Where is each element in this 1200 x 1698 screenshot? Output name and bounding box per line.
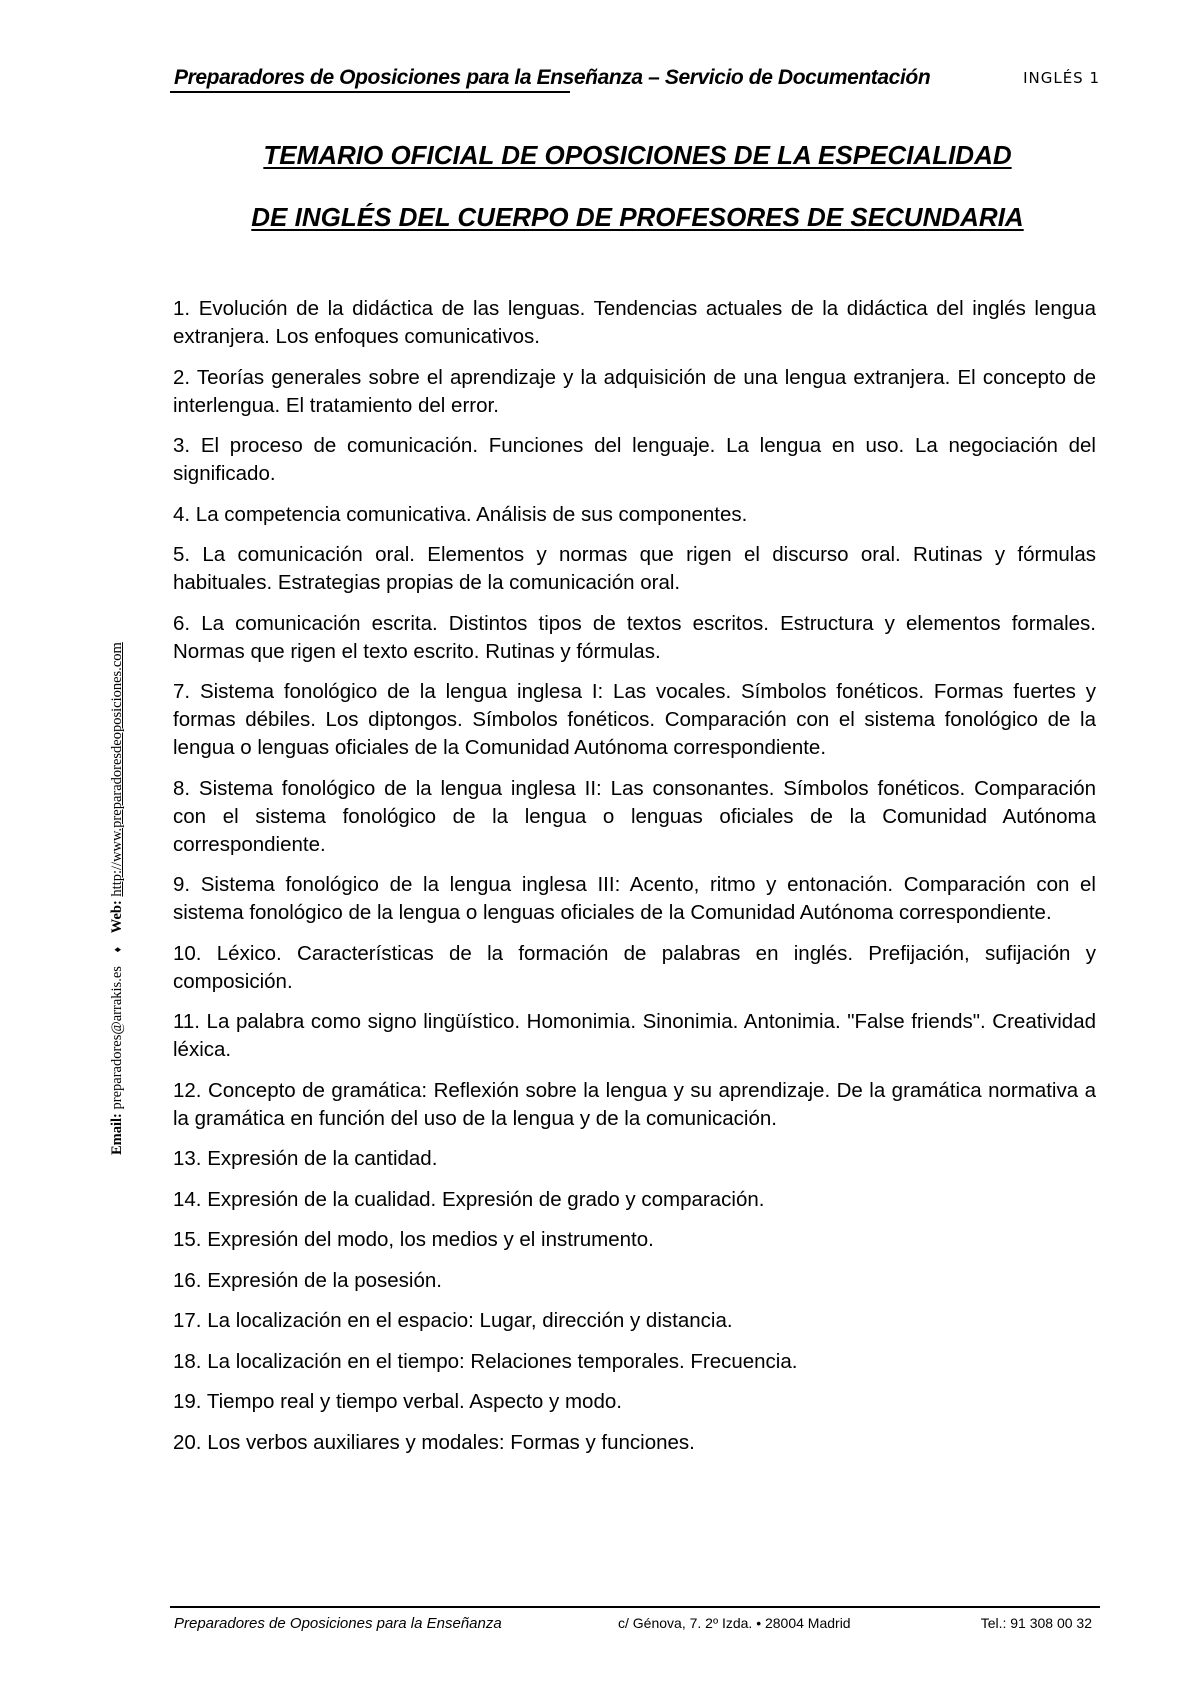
sidebar-contact — [109, 575, 131, 1155]
separator-diamond-icon: ♦ — [112, 946, 124, 953]
footer-rule — [170, 1606, 1100, 1608]
web-label: Web: — [109, 900, 125, 934]
topic-item: 14. Expresión de la cualidad. Expresión de grado y comparación. — [173, 1187, 765, 1211]
topic-item: 16. Expresión de la posesión. — [173, 1268, 442, 1292]
page-header — [170, 66, 1100, 96]
website-link[interactable]: http://www.preparadoresdeoposiciones.com — [109, 642, 125, 897]
title-line-2: DE INGLÉS DEL CUERPO DE PROFESORES DE SECUNDARIA — [251, 202, 1024, 232]
topic-item: 13. Expresión de la cantidad. — [173, 1147, 438, 1170]
topic-item: 12. Concepto de gramática: Reflexión sobre la lengua y su aprendizaje. De la gramática normativa a la gramática en función del uso de la lengua y de la comunicación. — [173, 1078, 1096, 1130]
topic-item: 4. La competencia comunicativa. Análisis de sus componentes. — [173, 502, 748, 526]
topic-item: 5. La comunicación oral. Elementos y normas que rigen el discurso oral. Rutinas y fórmulas habituales. Estrategias propias de la comunicación oral. — [173, 543, 1096, 594]
topic-item: 10. Léxico. Características de la formación de palabras en inglés. Prefijación, sufijación y composición. — [173, 941, 1096, 993]
topic-list — [173, 295, 1096, 1469]
header-underline — [170, 91, 570, 93]
header-section-label: INGLÉS 1 — [1023, 69, 1100, 87]
topic-item: 2. Teorías generales sobre el aprendizaje y la adquisición de una lengua extranjera. El concepto de interlengua. El tratamiento del error. — [173, 365, 1096, 417]
footer-address: c/ Génova, 7. 2º Izda. • 28004 Madrid — [618, 1615, 851, 1631]
email-label: Email: — [109, 1113, 125, 1155]
page-footer — [170, 1606, 1100, 1636]
topic-item: 15. Expresión del modo, los medios y el instrumento. — [173, 1228, 654, 1251]
email-link[interactable]: preparadores@arrakis.es — [109, 966, 125, 1110]
topic-item: 20. Los verbos auxiliares y modales: Formas y funciones. — [173, 1430, 695, 1454]
topic-item: 18. La localización en el tiempo: Relaciones temporales. Frecuencia. — [173, 1349, 798, 1373]
topic-item: 19. Tiempo real y tiempo verbal. Aspecto y modo. — [173, 1390, 622, 1413]
title-line-1: TEMARIO OFICIAL DE OPOSICIONES DE LA ESPECIALIDAD — [263, 140, 1012, 170]
topic-item: 8. Sistema fonológico de la lengua inglesa II: Las consonantes. Símbolos fonéticos. Comparación con el sistema fonológico de la lengua o lenguas oficiales de la Comunidad Autónoma correspondiente. — [173, 776, 1096, 856]
document-title — [170, 140, 1105, 233]
topic-item: 9. Sistema fonológico de la lengua inglesa III: Acento, ritmo y entonación. Comparación con el sistema fonológico de la lengua o lenguas oficiales de la Comunidad Autónoma correspondiente. — [173, 873, 1096, 924]
footer-organization: Preparadores de Oposiciones para la Enseñanza — [174, 1615, 502, 1632]
topic-item: 17. La localización en el espacio: Lugar, dirección y distancia. — [173, 1309, 733, 1332]
topic-item: 6. La comunicación escrita. Distintos tipos de textos escritos. Estructura y elementos formales. Normas que rigen el texto escrito. Rutinas y fórmulas. — [173, 611, 1096, 663]
header-title: Preparadores de Oposiciones para la Enseñanza – Servicio de Documentación — [174, 66, 931, 89]
topic-item: 7. Sistema fonológico de la lengua inglesa I: Las vocales. Símbolos fonéticos. Formas fuertes y formas débiles. Los diptongos. Símbolos fonéticos. Comparación con el sistema fonológico de la lengua o lenguas oficiales de la Comunidad Autónoma correspondiente. — [173, 680, 1096, 759]
topic-item: 1. Evolución de la didáctica de las lenguas. Tendencias actuales de la didáctica del inglés lengua extranjera. Los enfoques comunicativos. — [173, 297, 1096, 348]
topic-item: 3. El proceso de comunicación. Funciones del lenguaje. La lengua en uso. La negociación del significado. — [173, 434, 1096, 485]
topic-item: 11. La palabra como signo lingüístico. Homonimia. Sinonimia. Antonimia. "False friends". Creatividad léxica. — [173, 1010, 1096, 1061]
footer-telephone: Tel.: 91 308 00 32 — [980, 1615, 1092, 1631]
